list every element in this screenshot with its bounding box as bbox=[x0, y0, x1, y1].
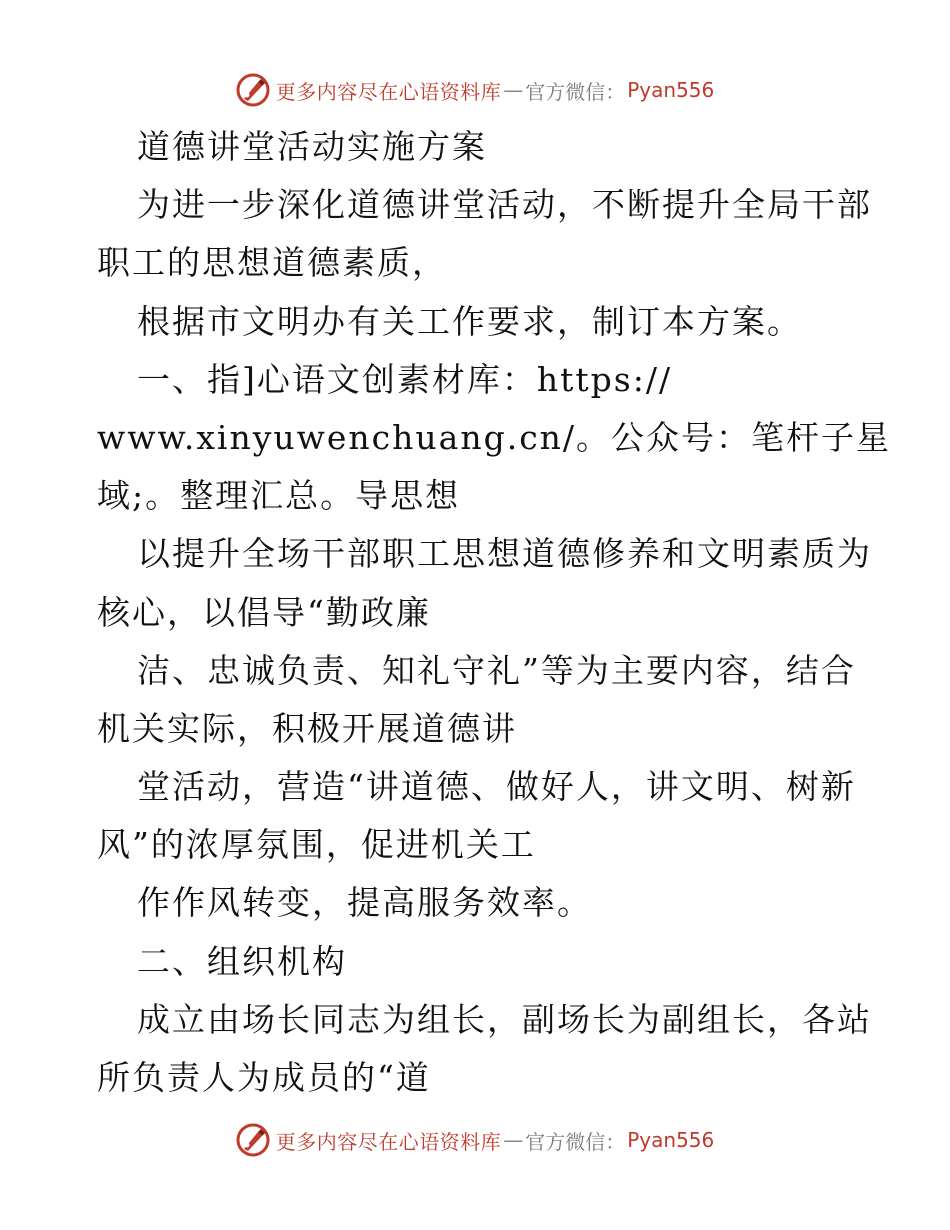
document-body bbox=[97, 118, 892, 1107]
text-line: 风”的浓厚氛围，促进机关工 bbox=[97, 825, 536, 865]
banner-wechat-id: Pyan556 bbox=[627, 78, 715, 102]
banner-text: 更多内容尽在心语资料库 bbox=[275, 1129, 502, 1154]
banner-wechat-label: 官方微信： bbox=[525, 79, 626, 104]
text-line: 核心，以倡导“勤政廉 bbox=[97, 592, 431, 632]
footer-banner bbox=[0, 1118, 950, 1162]
banner-wechat-id: Pyan556 bbox=[627, 1128, 715, 1152]
text-line: 以提升全场干部职工思想道德修养和文明素质为 bbox=[137, 534, 872, 574]
text-line: 一、指]心语文创素材库：https:// bbox=[137, 359, 673, 399]
text-line: 机关实际，积极开展道德讲 bbox=[97, 708, 517, 748]
text-line: 职工的思想道德素质， bbox=[97, 243, 447, 283]
header-banner bbox=[0, 68, 950, 112]
text-line: 域;。整理汇总。导思想 bbox=[97, 476, 461, 516]
logo-icon bbox=[236, 73, 270, 107]
text-line: 作作风转变，提高服务效率。 bbox=[137, 883, 592, 923]
banner-separator: — bbox=[503, 1128, 524, 1152]
text-line: www.xinyuwenchuang.cn/。公众号：笔杆子星 bbox=[97, 417, 892, 457]
document-title: 道德讲堂活动实施方案 bbox=[137, 127, 487, 166]
banner-wechat-label: 官方微信： bbox=[525, 1129, 626, 1154]
banner-separator: — bbox=[503, 78, 524, 102]
text-line: 成立由场长同志为组长，副场长为副组长，各站 bbox=[137, 999, 872, 1039]
banner-text: 更多内容尽在心语资料库 bbox=[275, 79, 502, 104]
text-line: 所负责人为成员的“道 bbox=[97, 1058, 431, 1097]
logo-icon bbox=[236, 1123, 270, 1157]
text-line: 二、组织机构 bbox=[137, 941, 347, 981]
text-line: 堂活动，营造“讲道德、做好人，讲文明、树新 bbox=[137, 767, 856, 807]
text-line: 根据市文明办有关工作要求，制订本方案。 bbox=[137, 301, 802, 341]
text-line: 为进一步深化道德讲堂活动，不断提升全局干部 bbox=[137, 185, 872, 225]
text-line: 洁、忠诚负责、知礼守礼”等为主要内容，结合 bbox=[137, 650, 856, 690]
